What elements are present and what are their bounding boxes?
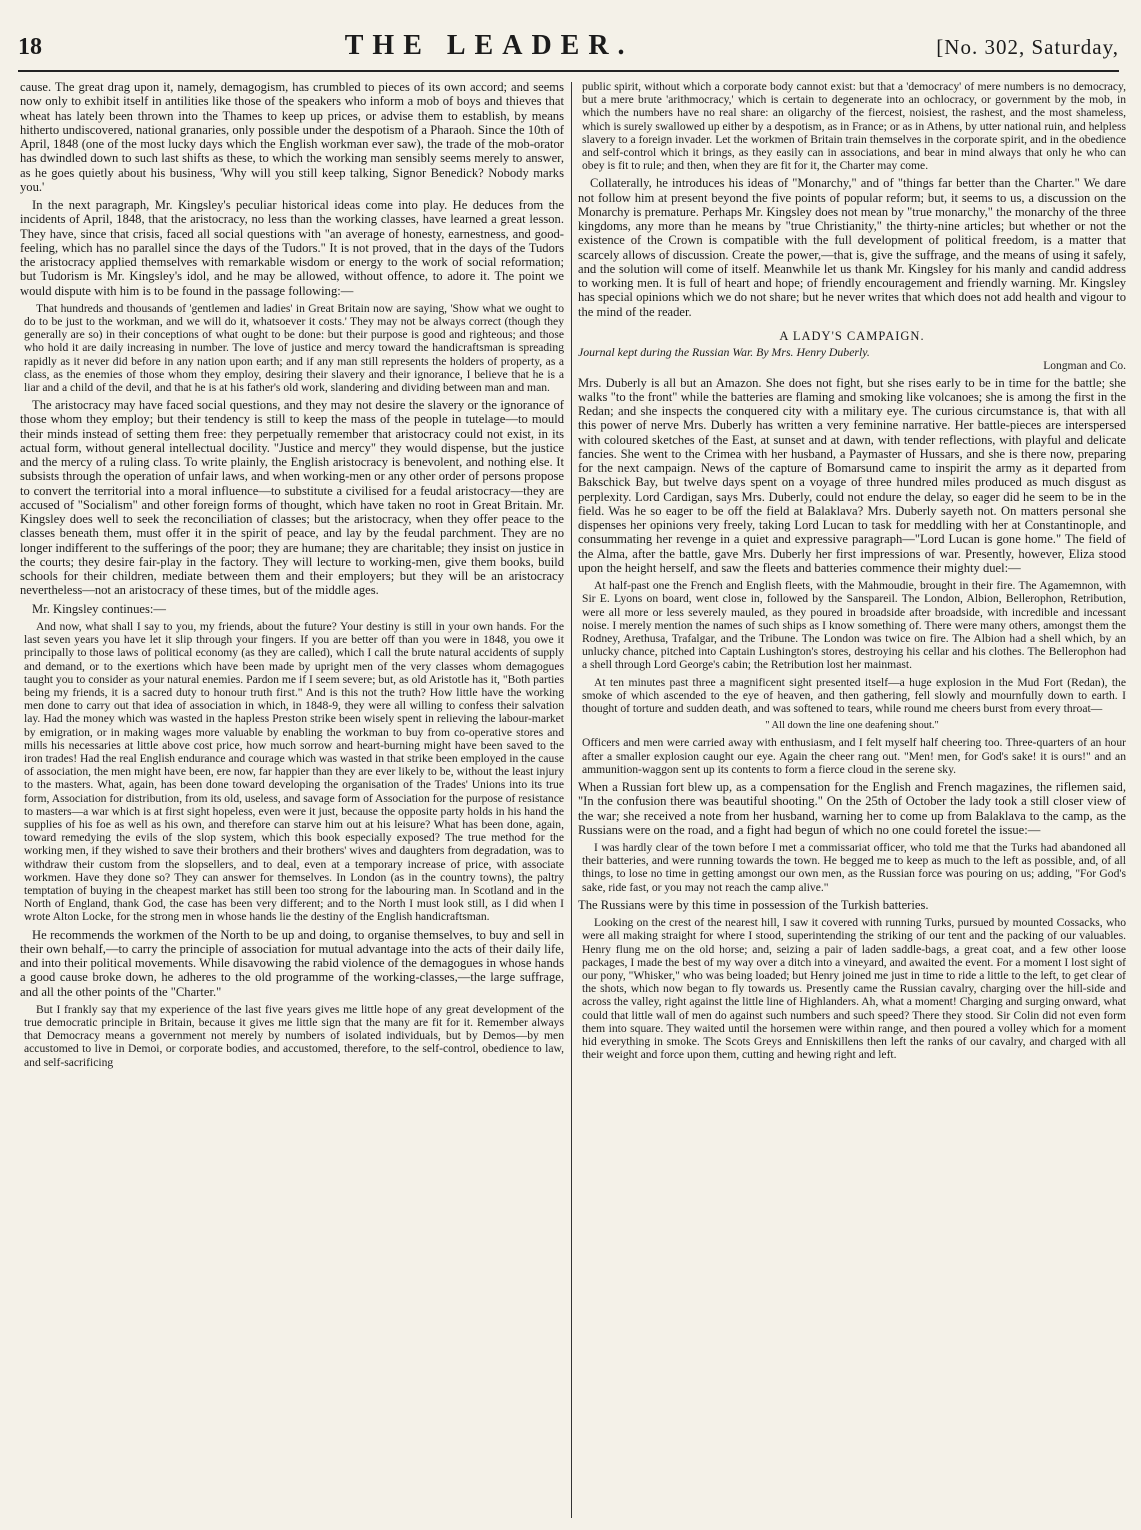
- quoted-passage: public spirit, without which a corporate body cannot exist: but that a 'democracy' of mere numbers is no democracy, but a mere brute 'arithmocracy,' which is certain to degenerate into an ochlocracy, or government by the mob, in which the numbers have no real share: an oligarchy of the fiercest, noisiest, the rashest, and the most shameless, which is surely swallowed up either by a despotism, as in France; or as in Athens, by utter national ruin, and helpless slavery to a foreign invader. Let the workmen of Britain train themselves in the corporate spirit, and in the obedience and self-control which it brings, as they easily can in associations, and bear in mind always that only he who can obey is fit to rule; and then, when they are fit for it, the Charter may come.: [582, 80, 1126, 173]
- article-paragraph: He recommends the workmen of the North to be up and doing, to organise themselves, to buy and sell in their own behalf,—to carry the principle of association for mutual advantage into the acts of their daily life, and into their political movements. While disavowing the rabid violence of the demagogues in whose hands a good cause broke down, he adheres to the old programme of the working-classes,—the large suffrage, and all the other points of the "Charter.": [20, 927, 564, 999]
- review-title: A LADY'S CAMPAIGN.: [779, 328, 925, 343]
- quoted-passage: I was hardly clear of the town before I met a commissariat officer, who told me that the Turks had abandoned all their batteries, and were running towards the town. He begged me to keep as much to the left as possible, and, of all things, to lose no time in getting amongst our own men, as the Russian force was pouring on us; adding, "For God's sake, ride fast, or you may not reach the camp alive.": [582, 841, 1126, 894]
- left-column: [20, 80, 564, 1520]
- quoted-passage: At ten minutes past three a magnificent sight presented itself—a huge explosion in the Mud Fort (Redan), the smoke of which ascended to the eye of heaven, and then gathering, fell slowly and mournfully down to earth. I thought of torture and sudden death, and was softened to tears, while round me cheers burst from every throat—: [582, 675, 1126, 715]
- quoted-line: " All down the line one deafening shout.": [765, 720, 939, 732]
- article-paragraph: Mr. Kingsley continues:—: [32, 601, 166, 616]
- right-column: [578, 80, 1126, 1520]
- masthead: THE LEADER.: [344, 30, 634, 61]
- article-paragraph: Collaterally, he introduces his ideas of "Monarchy," and of "things far better than the Charter." We dare not follow him at present beyond the five points of popular reform; but, it seems to us, a discussion on the Monarchy is premature. Perhaps Mr. Kingsley does not mean by "true monarchy," the monarchy of the three kingdoms, any more than he means by "true Christianity," the thirty-nine articles; but whether or not the existence of the Crown is compatible with the full development of political freedom, is a matter that scarcely allows of discussion. Create the power,—that is, give the suffrage, and the means of using it safely, and the solution will come of itself. Meanwhile let us thank Mr. Kingsley for his manly and candid address to working men. It is full of heart and hope; of friendly encouragement and friendly warning. Mr. Kingsley has special opinions which we do not share; but he never writes that which does not add health and vigour to the mind of the reader.: [578, 176, 1126, 319]
- article-paragraph: The Russians were by this time in possession of the Turkish batteries.: [578, 897, 929, 912]
- quoted-passage: Looking on the crest of the nearest hill, I saw it covered with running Turks, pursued by mounted Cossacks, who were all making straight for where I stood, superintending the striking of our tent and the packing of our valuables. Henry flung me on the old horse; and, seizing a pair of laden saddle-bags, a great coat, and a few other loose packages, I made the best of my way over a ditch into a vineyard, and awaited the event. For a moment I lost sight of our pony, "Whisker," who was being loaded; but Henry joined me just in time to ride a little to the left, to get clear of the shots, which now began to fly towards us. Presently came the Russian cavalry, charging over the hill-side and across the valley, right against the little line of Highlanders. Ah, what a moment! Charging and surging onward, what could that little wall of men do against such numbers and such speed? There they stood. Sir Colin did not even form them into square. They waited until the horsemen were within range, and then poured a volley which for a moment hid everything in smoke. The Scots Greys and Enniskillens then left the ranks of our cavalry, and charged with all their weight and force upon them, cutting and hewing right and left.: [582, 916, 1126, 1062]
- quoted-passage: Officers and men were carried away with enthusiasm, and I felt myself half cheering too. Three-quarters of an hour after a smaller explosion caught our eye. Again the cheer rang out. "Men! men, for God's sake! it is ours!" and an ammunition-waggon sent up its contents to form a fierce cloud in the serene sky.: [582, 736, 1126, 776]
- page-number: 18: [18, 34, 42, 60]
- quoted-passage: But I frankly say that my experience of the last five years gives me little hope of any great development of the true democratic principle in Britain, because it gives me little sign that the many are fit for it. Remember always that Democracy means a government not merely by numbers of isolated individuals, but by Demos—by men accustomed to live in Demoi, or corporate bodies, and accustomed, therefore, to the self-control, obedience to law, and self-sacrificing: [24, 1002, 564, 1069]
- issue-info: [No. 302, Saturday,: [936, 35, 1119, 59]
- page-header: [18, 30, 1119, 72]
- article-paragraph: Mrs. Duberly is all but an Amazon. She does not fight, but she rises early to be in time for the battle; she walks "to the front" while the batteries are flaming and smoking like volcanoes; she is among the first in the Redan; and she inspects the conquered city with a military eye. The curious circumstance is, that with all this power of nerve Mrs. Duberly has written a very feminine narrative. Her battle-pieces are interspersed with coloured sketches of the East, at sunset and at dawn, with tender reflections, with playful and delicate fancies. She went to the Crimea with her husband, a Paymaster of Hussars, and she is there now, preparing for the next campaign. News of the capture of Bomarsund came to inspirit the army as it departed from Bakschick Bay, but twelve days spent on a voyage of three hundred miles produced as much disgust as perplexity. Lord Cardigan, says Mrs. Duberly, could not endure the delay, so eager did he seem to be in the field. Was he so eager to be off the field at Balaklava? Mrs. Duberly sayeth not. On matters personal she dispenses her opinions very freely, taking Lord Lucan to task for meddling with her at Constantinople, and consummating her revenge in a quiet and expressive paragraph—"Lord Lucan is gone home." The field of the Alma, after the battle, gave Mrs. Duberly her first impressions of war. Presently, however, Eliza stood upon the height herself, and saw the fleets and batteries commence their mighty duel:—: [578, 375, 1126, 575]
- quoted-passage: At half-past one the French and English fleets, with the Mahmoudie, brought in their fire. The Agamemnon, with Sir E. Lyons on board, went close in, followed by the Sanspareil. The London, Albion, Bellerophon, Retribution, were all more or less severely mauled, as they poured in broadside after broadside, with incredible and incessant noise. I merely mention the names of such ships as I know something of. There were many others, amongst them the Rodney, Arethusa, Trafalgar, and the Tribune. The London was twice on fire. The Albion had a shell which, by an unlucky chance, pitched into Captain Lushington's stores, destroying his cellar and his clothes. The Bellerophon had a shell through Lord George's cabin; the Retribution lost her mainmast.: [582, 579, 1126, 672]
- quoted-passage: And now, what shall I say to you, my friends, about the future? Your destiny is still in your own hands. For the last seven years you have let it slip through your fingers. If you are better off than you were in 1848, you owe it principally to those laws of political economy (as they are called), which I call the brute natural accidents of supply and demand, or to the exertions which have been made by upright men of the very classes whom demagogues taught you to consider as your natural enemies. Pardon me if I seem severe; but, as old Aristotle has it, "Both parties being my friends, it is a sacred duty to honour truth first." And is this not the truth? How little have the working men done to carry out that idea of association in which, in 1848-9, they were all willing to confess their salvation lay. Had the money which was wasted in the hapless Preston strike been wisely spent in relieving the labour-market by emigration, or in making wages more valuable by enabling the workman to buy from co-operative stores and mills his necessaries at little above cost price, how much sorrow and heart-burning might have been saved to the iron trades! Had the real English endurance and courage which was wasted in that strike been employed in the cause of association, the men might have been, ere now, far happier than they are ever likely to be, without the least injury to the masters. What, again, has been done toward developing the organisation of the Trades' Unions into its true form, Association for distribution, from its old, useless, and savage form of Association for the purpose of resistance to masters—a war which is at first sight hopeless, even were it just, because the opposite party holds in his hand the supplies of his foe as well as his own, and therefore can starve him out at his leisure? What has been done, again, toward remedying the evils of the slop system, which this book especially exposed? The true method for the working men, if they wished to save their brothers and their brothers' wives and daughters from degradation, was to withdraw their custom from the slopsellers, and to deal, even at a temporary increase of price, with associate workmen. Have they done so? They can answer for themselves. In London (as in the country towns), the paltry temptation of buying in the cheapest market has still been too strong for the labouring man. In Scotland and in the North of England, thank God, the case has been very different; and to the North I must look still, as I did when I wrote Alton Locke, for the strong men in whose hands lie the destiny of the English handicraftsman.: [24, 619, 564, 924]
- article-paragraph: cause. The great drag upon it, namely, demagogism, has crumbled to pieces of its own accord; and seems now only to exhibit itself in antilities like those of the speakers who inform a mob of boys and thieves that wheat has lately been thrown into the Thames to keep up prices, or advise them to establish, by means hitherto undiscovered, national granaries, only possible under the despotism of a Pharaoh. Since the 10th of April, 1848 (one of the most lucky days which the English workman ever saw), the trade of the mob-orator has dwindled down to such last shifts as these, to which the working man sensibly seems merely to answer, as he goes quietly about his business, 'Why will you still keep talking, Signor Benedick? Nobody marks you.': [20, 80, 564, 194]
- review-subtitle: Journal kept during the Russian War. By Mrs. Henry Duberly.: [578, 345, 870, 360]
- article-paragraph: In the next paragraph, Mr. Kingsley's peculiar historical ideas come into play. He deduces from the incidents of April, 1848, that the aristocracy, no less than the working classes, have learned a great lesson. They have, since that crisis, faced all social questions with "an average of honesty, earnestness, and good-feeling, which has no parallel since the days of the Tudors." It is not proved, that in the days of the Tudors the aristocracy applied themselves with remarkable wisdom or energy to the work of social reformation; but Tudorism is Mr. Kingsley's idol, and he may be allowed, without offence, to adore it. The point we would dispute with him is to be found in the passage following:—: [20, 198, 564, 298]
- article-paragraph: The aristocracy may have faced social questions, and they may not desire the slavery or the ignorance of those whom they employ; but their tendency is still to keep the mass of the people in tutelage—to mould their minds instead of setting them free: they perpetually remember that aristocracy could not exist, in its actual form, without general intellectual docility. "Justice and mercy" they would dispense, but the justice and the mercy of a ruling class. To write plainly, the English aristocracy is benevolent, and nothing else. It subsists through the operation of unfair laws, and when working-men or any other order of persons propose to convert the territorial into a moral influence—to substitute a civilised for a feudal aristocracy—they are accused of "Socialism" and other foreign forms of thought, which have taken no root in Great Britain. Mr. Kingsley does well to seek the reconciliation of classes; but the aristocracy, when they offer peace to the classes beneath them, must offer it in the spirit of peace, and lay by the feudal parchment. They are no longer indifferent to the sufferings of the poor; they are humane; they are charitable; they insist on justice in the courts; they desire fair-play in the factory. They will lecture to working-men, give them books, build schools for their children, mediate between them and their employers; but they will be an aristocracy nevertheless—not an aristocracy of these times, but of the middle ages.: [20, 398, 564, 598]
- quoted-passage: That hundreds and thousands of 'gentlemen and ladies' in Great Britain now are saying, 'Show what we ought to do to be just to the workman, and we will do it, whatsoever it costs.' They may not be always correct (though they generally are so) in their conceptions of what ought to be done: but their purpose is good and righteous; and those who hold it are daily increasing in number. The love of justice and mercy toward the handicraftsman is spreading rapidly as it never did before in any nation upon earth; and if any man still represents the holders of property, as a class, as the enemies of those whom they employ, desiring their slavery and their ignorance, I believe that he is a liar and a child of the devil, and that he is at his father's old work, slandering and dividing between man and man.: [24, 301, 564, 394]
- review-publisher: Longman and Co.: [1043, 360, 1126, 373]
- article-paragraph: When a Russian fort blew up, as a compensation for the English and French magazines, the riflemen said, "In the confusion there was beautiful shooting." On the 25th of October the lady took a still closer view of the war; she received a note from her husband, warning her to come up from Balaklava to the camp, as the Russians were on the road, and a fight had begun of which no one could foretel the issue:—: [578, 780, 1126, 837]
- column-divider: [571, 82, 572, 1518]
